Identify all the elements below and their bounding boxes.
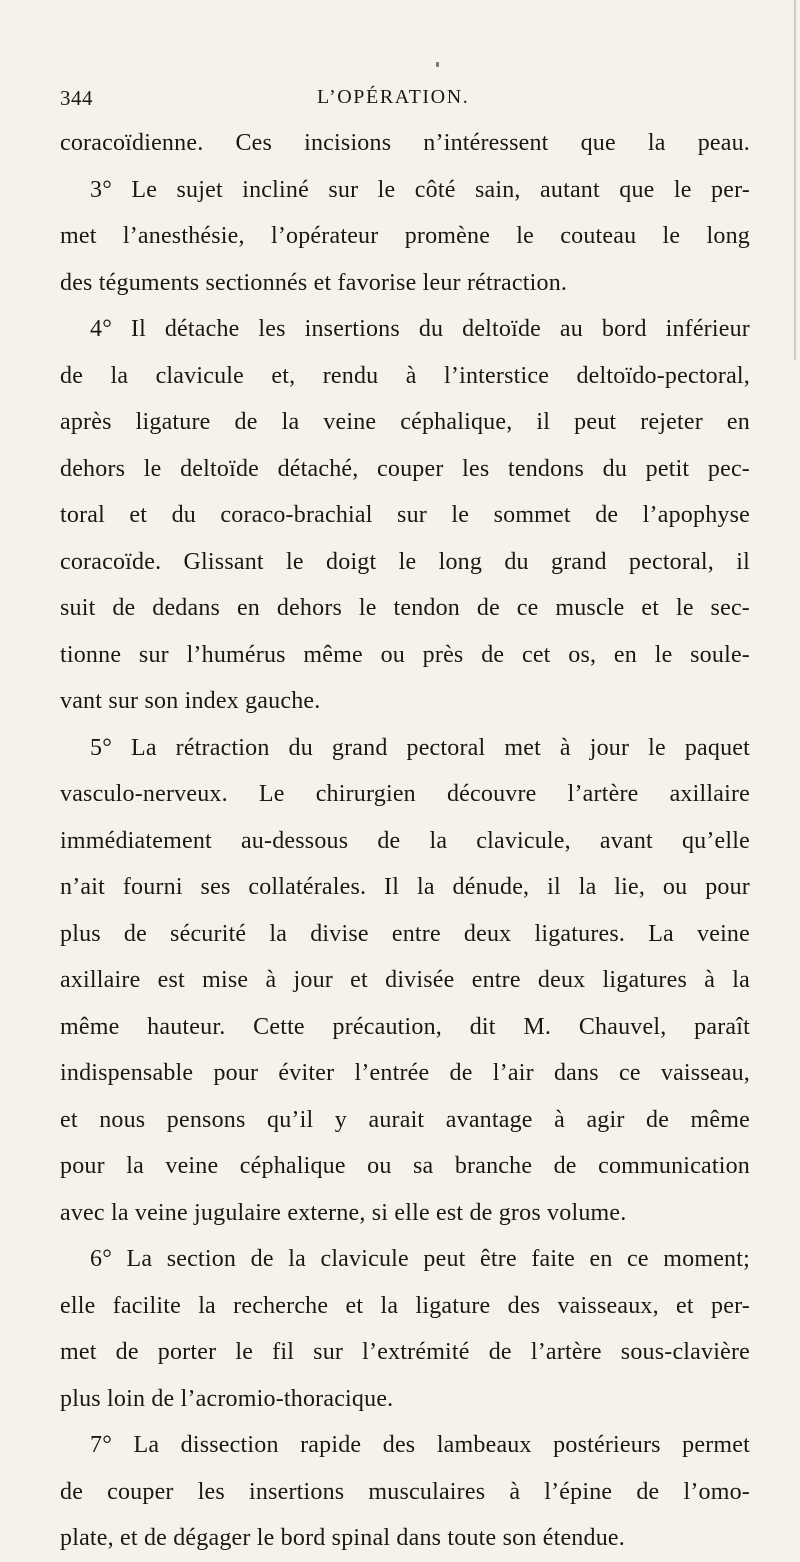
text-line: vant sur son index gauche. bbox=[60, 688, 321, 714]
running-head: L’OPÉRATION. bbox=[317, 86, 470, 108]
text-line: 4° Il détache les insertions du deltoïde au bord inférieur bbox=[90, 316, 750, 342]
page-header bbox=[60, 86, 750, 116]
text-line: indispensable pour éviter l’entrée de l’air dans ce vaisseau, bbox=[60, 1060, 750, 1086]
text-line: coracoïde. Glissant le doigt le long du grand pectoral, il bbox=[60, 548, 750, 575]
text-line: 5° La rétraction du grand pectoral met à jour le paquet bbox=[90, 734, 750, 761]
text-line: 7° La dissection rapide des lambeaux postérieurs permet bbox=[90, 1432, 750, 1458]
page-edge-line bbox=[794, 0, 796, 360]
text-line: plus de sécurité la divise entre deux ligatures. La veine bbox=[60, 920, 750, 947]
text-line: 6° La section de la clavicule peut être faite en ce moment; bbox=[90, 1246, 750, 1272]
text-line: avec la veine jugulaire externe, si elle est de gros volume. bbox=[60, 1199, 627, 1226]
page-number: 344 bbox=[60, 86, 93, 110]
text-line: dehors le deltoïde détaché, couper les tendons du petit pec- bbox=[60, 455, 750, 482]
text-line: de la clavicule et, rendu à l’interstice deltoïdo-pectoral, bbox=[60, 362, 750, 389]
text-line: tionne sur l’humérus même ou près de cet os, en le soule- bbox=[60, 641, 750, 668]
text-line: met de porter le fil sur l’extrémité de l’artère sous-clavière bbox=[60, 1339, 750, 1365]
text-line: même hauteur. Cette précaution, dit M. Chauvel, paraît bbox=[60, 1013, 750, 1040]
text-line: met l’anesthésie, l’opérateur promène le couteau le long bbox=[60, 223, 750, 249]
text-line: plate, et de dégager le bord spinal dans toute son étendue. bbox=[60, 1525, 625, 1551]
ink-speck bbox=[436, 62, 439, 67]
text-line: n’ait fourni ses collatérales. Il la dénude, il la lie, ou pour bbox=[60, 874, 750, 900]
text-line: après ligature de la veine céphalique, il peut rejeter en bbox=[60, 409, 750, 435]
text-line: des téguments sectionnés et favorise leur rétraction. bbox=[60, 269, 568, 296]
body-text bbox=[60, 120, 750, 1562]
text-line: immédiatement au-dessous de la clavicule, avant qu’elle bbox=[60, 827, 750, 854]
text-line: 3° Le sujet incliné sur le côté sain, autant que le per- bbox=[90, 176, 750, 203]
text-line: toral et du coraco-brachial sur le sommet de l’apophyse bbox=[60, 502, 750, 528]
text-line: coracoïdienne. Ces incisions n’intéressent que la peau. bbox=[60, 130, 750, 156]
text-line: pour la veine céphalique ou sa branche de communication bbox=[60, 1153, 750, 1179]
text-line: plus loin de l’acromio-thoracique. bbox=[60, 1385, 394, 1412]
text-line: et nous pensons qu’il y aurait avantage à agir de même bbox=[60, 1106, 750, 1133]
text-line: axillaire est mise à jour et divisée entre deux ligatures à la bbox=[60, 967, 750, 993]
text-line: vasculo-nerveux. Le chirurgien découvre l’artère axillaire bbox=[60, 781, 750, 807]
text-line: suit de dedans en dehors le tendon de ce muscle et le sec- bbox=[60, 595, 750, 621]
text-line: elle facilite la recherche et la ligature des vaisseaux, et per- bbox=[60, 1292, 750, 1319]
text-line: de couper les insertions musculaires à l’épine de l’omo- bbox=[60, 1478, 750, 1505]
